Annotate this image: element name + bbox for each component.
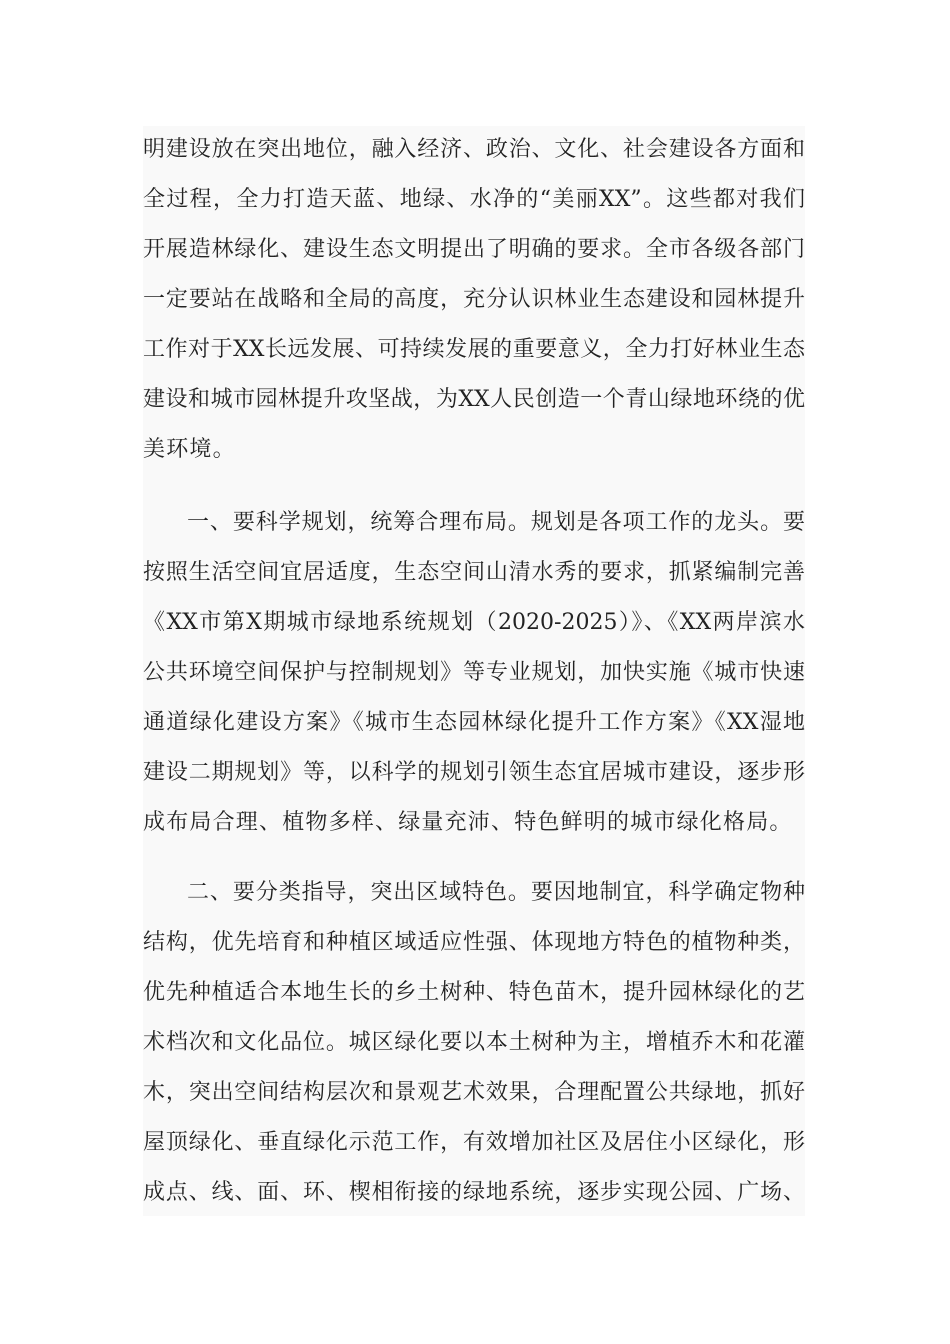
text-line: 木，突出空间结构层次和景观艺术效果，合理配置公共绿地，抓好 (143, 1080, 805, 1105)
paragraph-heading-line: 二、要分类指导，突出区域特色。要因地制宜，科学确定物种 (187, 880, 805, 905)
text-line: 术档次和文化品位。城区绿化要以本土树种为主，增植乔木和花灌 (143, 1030, 805, 1055)
text-line: 一定要站在战略和全局的高度，充分认识林业生态建设和园林提升 (143, 287, 805, 312)
document-body (143, 126, 805, 1216)
text-line: 优先种植适合本地生长的乡土树种、特色苗木，提升园林绿化的艺 (143, 980, 805, 1005)
text-line: 按照生活空间宜居适度，生态空间山清水秀的要求，抓紧编制完善 (143, 560, 805, 585)
text-line: 通道绿化建设方案》《城市生态园林绿化提升工作方案》《XX湿地 (143, 710, 805, 735)
text-line: 屋顶绿化、垂直绿化示范工作，有效增加社区及居住小区绿化，形 (143, 1130, 805, 1155)
text-line: 公共环境空间保护与控制规划》等专业规划，加快实施《城市快速 (143, 660, 805, 685)
text-line: 全过程，全力打造天蓝、地绿、水净的“美丽XX”。这些都对我们 (143, 187, 805, 212)
text-line: 成布局合理、植物多样、绿量充沛、特色鲜明的城市绿化格局。 (143, 810, 793, 835)
text-line: 开展造林绿化、建设生态文明提出了明确的要求。全市各级各部门 (143, 237, 805, 262)
text-line: 建设和城市园林提升攻坚战，为XX人民创造一个青山绿地环绕的优 (143, 387, 805, 412)
text-line: 工作对于XX长远发展、可持续发展的重要意义，全力打好林业生态 (143, 337, 805, 362)
text-line: 建设二期规划》等，以科学的规划引领生态宜居城市建设，逐步形 (143, 760, 805, 785)
text-line: 成点、线、面、环、楔相衔接的绿地系统，逐步实现公园、广场、 (143, 1180, 805, 1205)
paragraph-heading-line: 一、要科学规划，统筹合理布局。规划是各项工作的龙头。要 (187, 510, 805, 535)
text-line: 明建设放在突出地位，融入经济、政治、文化、社会建设各方面和 (143, 137, 805, 162)
text-line: 《XX市第X期城市绿地系统规划（2020-2025）》、《XX两岸滨水 (143, 610, 805, 635)
text-line: 结构，优先培育和种植区域适应性强、体现地方特色的植物种类， (143, 930, 805, 955)
text-line: 美环境。 (143, 437, 236, 462)
